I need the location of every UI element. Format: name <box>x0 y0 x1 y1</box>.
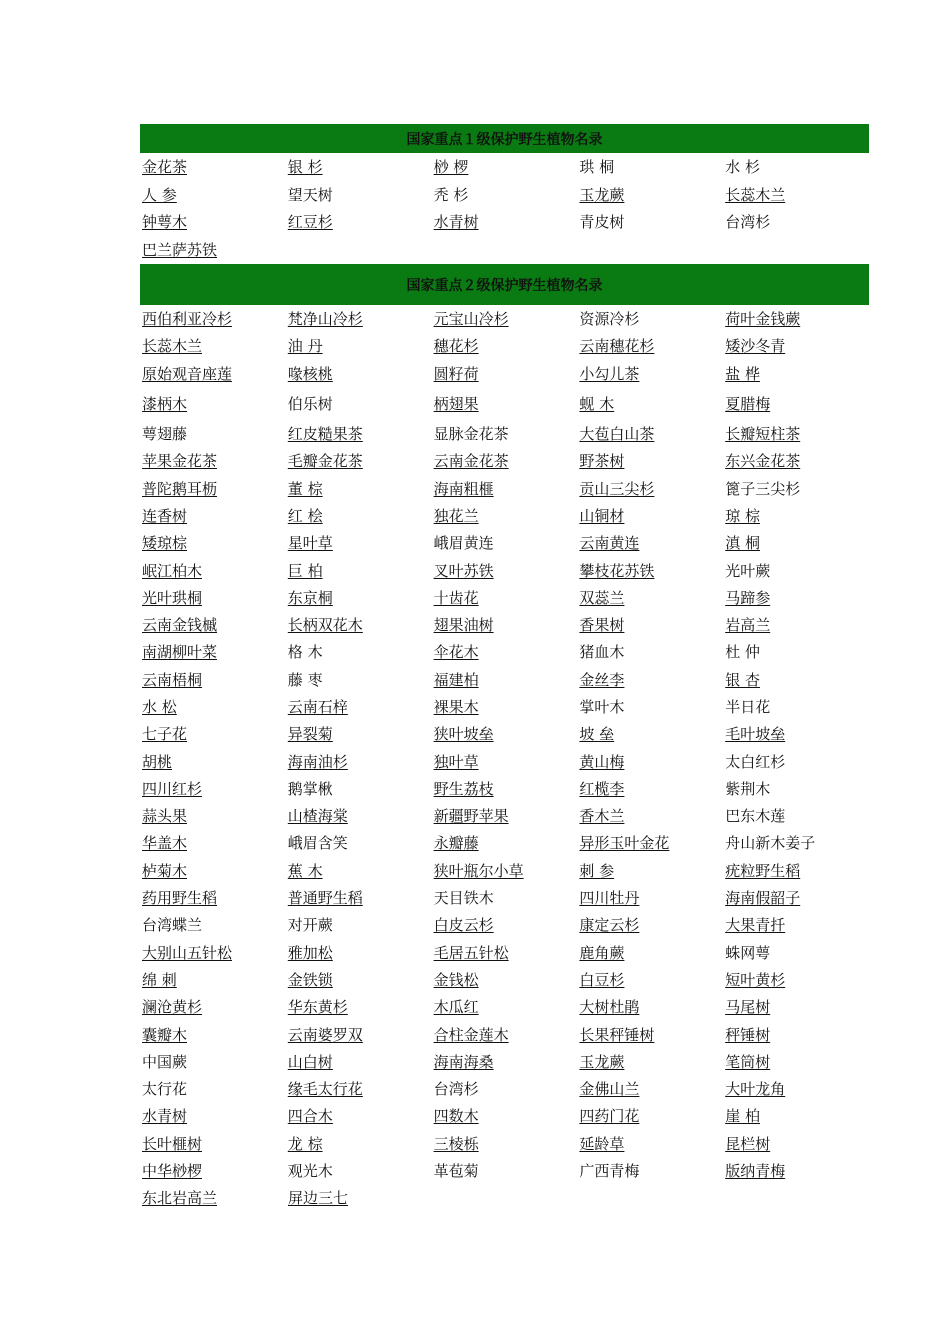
species-link[interactable]: 野茶树 <box>579 452 625 471</box>
table-row <box>140 693 869 720</box>
species-link[interactable]: 攀枝花苏铁 <box>579 561 655 580</box>
species-link[interactable]: 盐 桦 <box>725 364 760 383</box>
species-link[interactable]: 秤锤树 <box>725 1025 771 1044</box>
species-name: 光叶蕨 <box>725 561 771 580</box>
species-link[interactable]: 董 棕 <box>287 479 323 498</box>
species-link[interactable]: 原始观音座莲 <box>142 364 233 383</box>
table-row <box>140 611 869 638</box>
species-link[interactable]: 水青树 <box>142 1107 188 1126</box>
species-name: 对开蕨 <box>287 916 333 935</box>
species-link[interactable]: 黄山梅 <box>579 752 625 771</box>
species-link[interactable]: 桫 椤 <box>433 158 469 177</box>
species-link[interactable]: 异裂菊 <box>287 725 333 744</box>
species-link[interactable]: 大叶龙角 <box>725 1080 786 1099</box>
species-link[interactable]: 香木兰 <box>579 807 625 826</box>
table-row <box>140 857 869 884</box>
section-1-header <box>140 124 869 153</box>
table-row <box>140 775 869 802</box>
species-name: 猪血木 <box>579 643 625 662</box>
species-link[interactable]: 福建柏 <box>433 670 479 689</box>
species-name: 秃 杉 <box>433 185 469 204</box>
species-link[interactable]: 疣粒野生稻 <box>725 861 801 880</box>
species-name: 太行花 <box>142 1080 188 1099</box>
species-name: 珙 桐 <box>579 158 615 177</box>
species-link[interactable]: 药用野生稻 <box>142 889 218 908</box>
table-row <box>140 666 869 693</box>
species-name: 观光木 <box>287 1162 333 1181</box>
species-link[interactable]: 华盖木 <box>142 834 188 853</box>
species-link[interactable]: 红榄李 <box>579 779 625 798</box>
species-link[interactable]: 漆柄木 <box>142 394 188 413</box>
table-row <box>140 747 869 774</box>
species-link[interactable]: 木瓜红 <box>433 998 479 1017</box>
species-link[interactable]: 马尾树 <box>725 998 771 1017</box>
species-name: 蛛网萼 <box>725 943 771 962</box>
species-link[interactable]: 毛居五针松 <box>433 943 509 962</box>
species-name: 紫荆木 <box>725 779 771 798</box>
species-name: 革苞菊 <box>433 1162 479 1181</box>
table-row <box>140 911 869 938</box>
species-link[interactable]: 独花兰 <box>433 506 479 525</box>
species-link[interactable]: 云南婆罗双 <box>287 1025 363 1044</box>
species-link[interactable]: 山白树 <box>287 1052 333 1071</box>
species-name: 广西青梅 <box>579 1162 640 1181</box>
species-name: 太白红杉 <box>725 752 786 771</box>
species-link[interactable]: 大别山五针松 <box>142 943 233 962</box>
species-name: 水 杉 <box>725 158 760 177</box>
table-row <box>140 829 869 856</box>
species-link[interactable]: 金佛山兰 <box>579 1080 640 1099</box>
species-link[interactable]: 东北岩高兰 <box>142 1189 218 1208</box>
species-link[interactable]: 马蹄参 <box>725 588 771 607</box>
species-link[interactable]: 金钱松 <box>433 970 479 989</box>
species-link[interactable]: 大果青扦 <box>725 916 786 935</box>
species-link[interactable]: 叉叶苏铁 <box>433 561 494 580</box>
species-link[interactable]: 喙核桃 <box>287 364 333 383</box>
species-list-sheet <box>140 124 869 1212</box>
species-link[interactable]: 星叶草 <box>287 534 333 553</box>
species-link[interactable]: 四川牡丹 <box>579 889 640 908</box>
species-link[interactable]: 岷江柏木 <box>142 561 203 580</box>
species-link[interactable]: 翅果油树 <box>433 616 494 635</box>
species-link[interactable]: 柄翅果 <box>433 394 479 413</box>
species-link[interactable]: 东京桐 <box>287 588 333 607</box>
species-link[interactable]: 新疆野苹果 <box>433 807 509 826</box>
species-link[interactable]: 玉龙蕨 <box>579 1052 625 1071</box>
table-row <box>140 584 869 611</box>
species-link[interactable]: 白豆杉 <box>579 970 625 989</box>
species-link[interactable]: 云南金花茶 <box>433 452 509 471</box>
table-row <box>140 502 869 529</box>
species-link[interactable]: 山铜材 <box>579 506 625 525</box>
species-link[interactable]: 坡 垒 <box>579 725 615 744</box>
species-link[interactable]: 四药门花 <box>579 1107 640 1126</box>
species-link[interactable]: 四合木 <box>287 1107 333 1126</box>
species-name: 峨眉含笑 <box>287 834 348 853</box>
species-link[interactable]: 澜沧黄杉 <box>142 998 203 1017</box>
table-row <box>140 420 869 447</box>
species-link[interactable]: 矮琼棕 <box>142 534 188 553</box>
species-link[interactable]: 银 杏 <box>725 670 760 689</box>
species-name: 望天树 <box>287 185 333 204</box>
species-link[interactable]: 长瓣短柱茶 <box>725 425 801 444</box>
species-link[interactable]: 银 杉 <box>287 158 323 177</box>
species-link[interactable]: 岩高兰 <box>725 616 771 635</box>
species-link[interactable]: 昆栏树 <box>725 1134 771 1153</box>
species-name: 藤 枣 <box>287 670 323 689</box>
table-row <box>140 1102 869 1129</box>
species-link[interactable]: 伞花木 <box>433 643 479 662</box>
species-link[interactable]: 南湖柳叶菜 <box>142 643 218 662</box>
species-link[interactable]: 矮沙冬青 <box>725 337 786 356</box>
species-link[interactable]: 鹿角蕨 <box>579 943 625 962</box>
table-row <box>140 181 869 209</box>
species-link[interactable]: 延龄草 <box>579 1134 625 1153</box>
species-link[interactable]: 合柱金莲木 <box>433 1025 509 1044</box>
species-link[interactable]: 海南假韶子 <box>725 889 801 908</box>
species-link[interactable]: 华东黄杉 <box>287 998 348 1017</box>
table-row <box>140 1075 869 1102</box>
species-link[interactable]: 白皮云杉 <box>433 916 494 935</box>
species-name: 台湾杉 <box>725 213 771 232</box>
species-link[interactable]: 三棱栎 <box>433 1134 479 1153</box>
species-link[interactable]: 长蕊木兰 <box>725 185 786 204</box>
species-link[interactable]: 长蕊木兰 <box>142 337 203 356</box>
species-name: 台湾蝶兰 <box>142 916 203 935</box>
table-row <box>140 447 869 474</box>
table-row <box>140 939 869 966</box>
species-name: 萼翅藤 <box>142 425 188 444</box>
table-row <box>140 966 869 993</box>
table-row <box>140 720 869 747</box>
species-link[interactable]: 云南穗花杉 <box>579 337 655 356</box>
species-name: 显脉金花茶 <box>433 425 509 444</box>
species-name: 天目铁木 <box>433 889 494 908</box>
species-link[interactable]: 梵净山冷杉 <box>287 310 363 329</box>
species-link[interactable]: 贡山三尖杉 <box>579 479 655 498</box>
species-link[interactable]: 异形玉叶金花 <box>579 834 670 853</box>
species-link[interactable]: 大树杜鹃 <box>579 998 640 1017</box>
species-link[interactable]: 巴兰萨苏铁 <box>142 240 218 259</box>
species-link[interactable]: 云南金钱槭 <box>142 616 218 635</box>
species-link[interactable]: 琼 棕 <box>725 506 760 525</box>
species-name: 青皮树 <box>579 213 625 232</box>
species-link[interactable]: 小勾儿茶 <box>579 364 640 383</box>
species-link[interactable]: 海南粗榧 <box>433 479 494 498</box>
species-link[interactable]: 海南海桑 <box>433 1052 494 1071</box>
species-link[interactable]: 山楂海棠 <box>287 807 348 826</box>
table-row <box>140 236 869 264</box>
table-row <box>140 1184 869 1211</box>
species-link[interactable]: 十齿花 <box>433 588 479 607</box>
species-link[interactable]: 屏边三七 <box>288 1189 349 1208</box>
table-row <box>140 638 869 665</box>
species-link[interactable]: 裸果木 <box>433 698 479 716</box>
species-link[interactable]: 苹果金花茶 <box>142 452 218 471</box>
species-name: 篦子三尖杉 <box>725 479 801 498</box>
species-link[interactable]: 毛瓣金花茶 <box>287 452 363 471</box>
species-link[interactable]: 七子花 <box>142 725 188 744</box>
species-link[interactable]: 钟萼木 <box>142 213 188 232</box>
table-row <box>140 332 869 359</box>
table-row <box>140 153 869 181</box>
table-row <box>140 208 869 236</box>
species-link[interactable]: 金丝李 <box>579 670 625 689</box>
species-link[interactable]: 囊瓣木 <box>142 1025 188 1044</box>
species-link[interactable]: 短叶黄杉 <box>725 970 786 989</box>
species-link[interactable]: 独叶草 <box>433 752 479 771</box>
species-link[interactable]: 云南梧桐 <box>142 670 203 689</box>
species-link[interactable]: 胡桃 <box>142 752 173 771</box>
species-link[interactable]: 蒜头果 <box>142 807 188 826</box>
species-name: 巴东木莲 <box>725 807 786 826</box>
species-link[interactable]: 东兴金花茶 <box>725 452 801 471</box>
species-name: 舟山新木姜子 <box>725 834 816 853</box>
species-link[interactable]: 金花茶 <box>142 158 188 177</box>
species-name: 伯乐树 <box>287 394 333 413</box>
species-link[interactable]: 金铁锁 <box>287 970 333 989</box>
species-link[interactable]: 巨 柏 <box>287 561 323 580</box>
species-link[interactable]: 普通野生稻 <box>287 889 363 908</box>
section-1-title: 国家重点１级保护野生植物名录 <box>406 131 603 148</box>
species-link[interactable]: 版纳青梅 <box>725 1162 786 1181</box>
table-row <box>140 474 869 501</box>
species-link[interactable]: 玉龙蕨 <box>579 185 625 204</box>
species-link[interactable]: 蚬 木 <box>579 394 615 413</box>
species-link[interactable]: 普陀鹅耳枥 <box>142 479 218 498</box>
species-link[interactable]: 康定云杉 <box>579 916 640 935</box>
species-link[interactable]: 红皮糙果茶 <box>287 425 363 444</box>
species-link[interactable]: 双蕊兰 <box>579 588 625 607</box>
species-link[interactable]: 永瓣藤 <box>433 834 479 853</box>
table-row <box>140 1020 869 1047</box>
species-link[interactable]: 大苞白山茶 <box>579 425 655 444</box>
species-link[interactable]: 长叶榧树 <box>142 1134 203 1153</box>
species-link[interactable]: 野生荔枝 <box>433 779 494 798</box>
section-2-header <box>140 264 869 305</box>
species-link[interactable]: 光叶珙桐 <box>142 588 203 607</box>
species-link[interactable]: 蕉 木 <box>287 861 323 880</box>
species-link[interactable]: 四川红杉 <box>142 779 203 798</box>
table-row <box>140 529 869 556</box>
section-1-list <box>140 153 869 263</box>
table-row <box>140 556 869 583</box>
species-link[interactable]: 夏腊梅 <box>725 394 771 413</box>
species-name: 中国蕨 <box>142 1052 188 1071</box>
species-link[interactable]: 西伯利亚冷杉 <box>142 310 233 329</box>
species-link[interactable]: 长果秤锤树 <box>579 1025 655 1044</box>
species-link[interactable]: 刺 参 <box>579 861 615 880</box>
species-link[interactable]: 狭叶坡垒 <box>433 725 494 744</box>
table-row <box>140 1130 869 1157</box>
species-name: 杜 仲 <box>725 643 760 662</box>
species-link[interactable]: 缘毛太行花 <box>287 1080 363 1099</box>
species-link[interactable]: 圆籽荷 <box>433 364 479 383</box>
species-link[interactable]: 云南石梓 <box>287 698 348 716</box>
species-link[interactable]: 狭叶瓶尔小草 <box>433 861 524 880</box>
species-link[interactable]: 栌菊木 <box>142 861 188 880</box>
species-link[interactable]: 四数木 <box>433 1107 479 1126</box>
species-link[interactable]: 元宝山冷杉 <box>433 310 509 329</box>
species-name: 峨眉黄连 <box>433 534 494 553</box>
species-name: 格 木 <box>287 643 323 662</box>
species-name: 台湾杉 <box>433 1080 479 1099</box>
species-link[interactable]: 龙 棕 <box>287 1134 323 1153</box>
species-link[interactable]: 香果树 <box>579 616 625 635</box>
section-2-list <box>140 305 869 1212</box>
species-link[interactable]: 雅加松 <box>287 943 333 962</box>
species-link[interactable]: 穗花杉 <box>433 337 479 356</box>
table-row <box>140 360 869 387</box>
table-row <box>140 305 869 332</box>
species-link[interactable]: 中华桫椤 <box>142 1162 203 1181</box>
table-row <box>140 993 869 1020</box>
species-link[interactable]: 红豆杉 <box>287 213 333 232</box>
species-name: 掌叶木 <box>579 698 625 716</box>
species-name: 鹅掌楸 <box>287 779 333 798</box>
species-link[interactable]: 人 参 <box>142 185 177 204</box>
species-link[interactable]: 云南黄连 <box>579 534 640 553</box>
species-link[interactable]: 长柄双花木 <box>287 616 363 635</box>
species-link[interactable]: 红 桧 <box>287 506 323 525</box>
species-link[interactable]: 水 松 <box>142 698 177 716</box>
species-link[interactable]: 崖 柏 <box>725 1107 760 1126</box>
table-row <box>140 1048 869 1075</box>
species-link[interactable]: 绵 刺 <box>142 970 177 989</box>
table-row <box>140 802 869 829</box>
section-2-title: 国家重点２级保护野生植物名录 <box>406 277 603 294</box>
species-link[interactable]: 笔筒树 <box>725 1052 771 1071</box>
species-link[interactable]: 水青树 <box>433 213 479 232</box>
species-link[interactable]: 滇 桐 <box>725 534 760 553</box>
species-name: 资源冷杉 <box>579 310 640 329</box>
species-link[interactable]: 海南油杉 <box>287 752 348 771</box>
table-row <box>140 387 869 420</box>
species-link[interactable]: 毛叶坡垒 <box>725 725 786 744</box>
species-link[interactable]: 荷叶金钱蕨 <box>725 310 801 329</box>
species-link[interactable]: 连香树 <box>142 506 188 525</box>
species-name: 半日花 <box>725 698 771 716</box>
species-link[interactable]: 油 丹 <box>287 337 323 356</box>
table-row <box>140 884 869 911</box>
table-row <box>140 1157 869 1184</box>
